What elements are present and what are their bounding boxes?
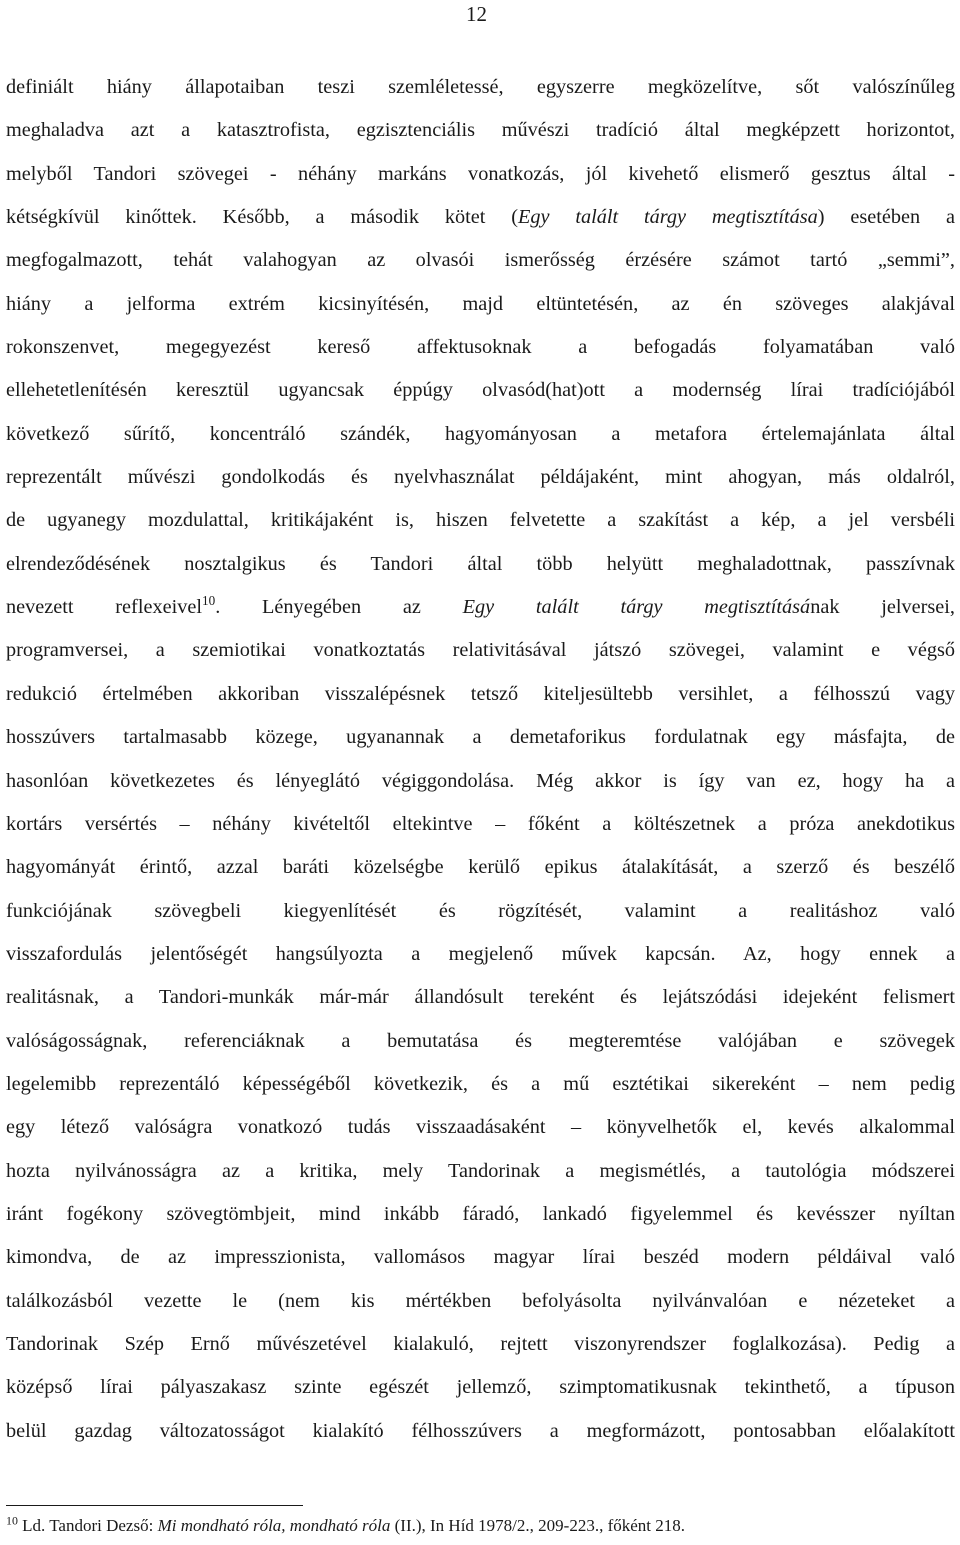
text-run: . Lényegében az [215,596,463,619]
text-line [6,1366,955,1409]
text-run: hozta nyilvánosságra az a kritika, mely Tandorinak a megismétlés, a tautológia módszerei [6,1159,955,1182]
text-run: kimondva, de az impresszionista, vallomásos magyar lírai beszéd modern példáival való [6,1246,955,1269]
text-line [6,66,955,109]
text-run: nak jelversei, [810,596,955,619]
text-line [6,239,955,282]
text-run: meghaladva azt a katasztrofista, egzisztenciális művészi tradíció által megképzett horizontot, [6,119,955,142]
text-run: funkciójának szövegbeli kiegyenlítését és rögzítését, valamint a realitáshoz való [6,899,955,922]
text-run: következő sűrítő, koncentráló szándék, hagyományosan a metafora értelemajánlata által [6,422,955,445]
text-line [6,629,955,672]
text-line [6,586,955,629]
text-run: redukció értelmében akkoriban visszalépésnek tetsző kiteljesültebb versihlet, a félhosszú vagy [6,682,955,705]
text-run: visszafordulás jelentőségét hangsúlyozta a megjelenő művek kapcsán. Az, hogy ennek a [6,942,955,965]
text-line [6,976,955,1019]
text-run: megfogalmazott, tehát valahogyan az olvasói ismerősség érzésére számot tartó „semmi”, [6,249,955,272]
text-line [6,1150,955,1193]
footnote-number: 10 [6,1513,18,1528]
text-line [6,673,955,716]
text-run: ellehetetlenítésén keresztül ugyancsak éppúgy olvasód(hat)ott a modernség lírai tradíciójából [6,379,955,402]
text-run: találkozásból vezette le (nem kis mértékben befolyásolta nyilvánvalóan e nézeteket a [6,1289,955,1312]
text-line [6,369,955,412]
text-line [6,803,955,846]
text-line [6,890,955,933]
text-line [6,283,955,326]
text-line [6,196,955,239]
text-run: nevezett reflexeivel [6,596,203,619]
text-line [6,109,955,152]
text-run: hiány a jelforma extrém kicsinyítésén, majd eltüntetésén, az én szöveges alakjával [6,292,955,315]
italic-title: Egy talált tárgy megtisztítása [518,206,818,229]
text-line [6,413,955,456]
text-line [6,1106,955,1149]
text-run: valóságosságnak, referenciáknak a bemutatása és megteremtése valójában e szövegek [6,1029,955,1052]
text-run: (II.), In Híd 1978/2., 209-223., főként 218. [390,1516,685,1535]
page-number: 12 [466,2,487,26]
text-run: belül gazdag változatosságot kialakító félhosszúvers a megformázott, pontosabban előalakított [6,1419,955,1442]
text-run: rokonszenvet, megegyezést kereső affektusoknak a befogadás folyamatában való [6,336,955,359]
text-line [6,1236,955,1279]
text-run: Tandorinak Szép Ernő művészetével kialakuló, rejtett viszonyrendszer foglalkozása). Pedig a [6,1332,955,1355]
text-line [6,153,955,196]
text-line [6,1063,955,1106]
text-line [6,543,955,586]
footnote-reference: 10 [202,593,216,609]
text-line [6,456,955,499]
text-run: egy létező valóságra vonatkozó tudás visszaadásaként – könyvelhetők el, kevés alkalommal [6,1116,955,1139]
text-run: programversei, a szemiotikai vonatkoztatás relativitásával játszó szövegei, valamint e végső [6,639,955,662]
text-line [6,1193,955,1236]
text-run: iránt fogékony szövegtömbjeit, mind inkább fáradó, lankadó figyelemmel és kevésszer nyíltan [6,1202,955,1225]
text-run: ) esetében a [817,206,955,229]
text-line [6,1323,955,1366]
text-line [6,846,955,889]
text-run: hagyományát érintő, azzal baráti közelségbe kerülő epikus átalakítását, a szerző és beszélő [6,856,955,879]
footnote-separator [6,1505,303,1506]
text-run: hasonlóan következetes és lényeglátó végiggondolása. Még akkor is így van ez, hogy ha a [6,769,955,792]
text-line [6,760,955,803]
text-run: hosszúvers tartalmasabb közege, ugyanannak a demetaforikus fordulatnak egy másfajta, de [6,726,955,749]
italic-title: Egy talált tárgy megtisztításá [462,596,811,619]
text-run: Ld. Tandori Dezső: [22,1516,158,1535]
footnote [6,1515,685,1537]
text-run: de ugyanegy mozdulattal, kritikájaként is, hiszen felvetette a szakítást a kép, a jel versbéli [6,509,955,532]
text-line [6,499,955,542]
text-run: középső lírai pályaszakasz szinte egészét jellemző, szimptomatikusnak tekinthető, a típuson [6,1376,955,1399]
text-run: elrendeződésének nosztalgikus és Tandori által több helyütt meghaladottnak, passzívnak [6,552,955,575]
text-line [6,326,955,369]
text-line [6,1020,955,1063]
text-run: kétségkívül kinőttek. Később, a második kötet ( [6,206,518,229]
text-run: kortárs versértés – néhány kivételtől eltekintve – főként a költészetnek a próza anekdotikus [6,812,955,835]
text-run: reprezentált művészi gondolkodás és nyelvhasználat példájaként, mint ahogyan, más oldalról, [6,466,955,489]
text-run: definiált hiány állapotaiban teszi szemléletessé, egyszerre megközelítve, sőt valószínűleg [6,76,955,98]
text-line [6,933,955,976]
text-run: legelemibb reprezentáló képességéből következik, és a mű esztétikai sikereként – nem pedig [6,1072,955,1095]
text-line [6,716,955,759]
italic-title: Mi mondható róla, mondható róla [157,1516,391,1535]
text-line [6,1280,955,1323]
text-line [6,1410,955,1453]
text-run: realitásnak, a Tandori-munkák már-már állandósult tereként és lejátszódási idejeként felismert [6,986,955,1009]
body-text [6,66,955,1453]
text-run: melyből Tandori szövegei - néhány markáns vonatkozás, jól kivehető elismerő gesztus által - [6,162,955,185]
